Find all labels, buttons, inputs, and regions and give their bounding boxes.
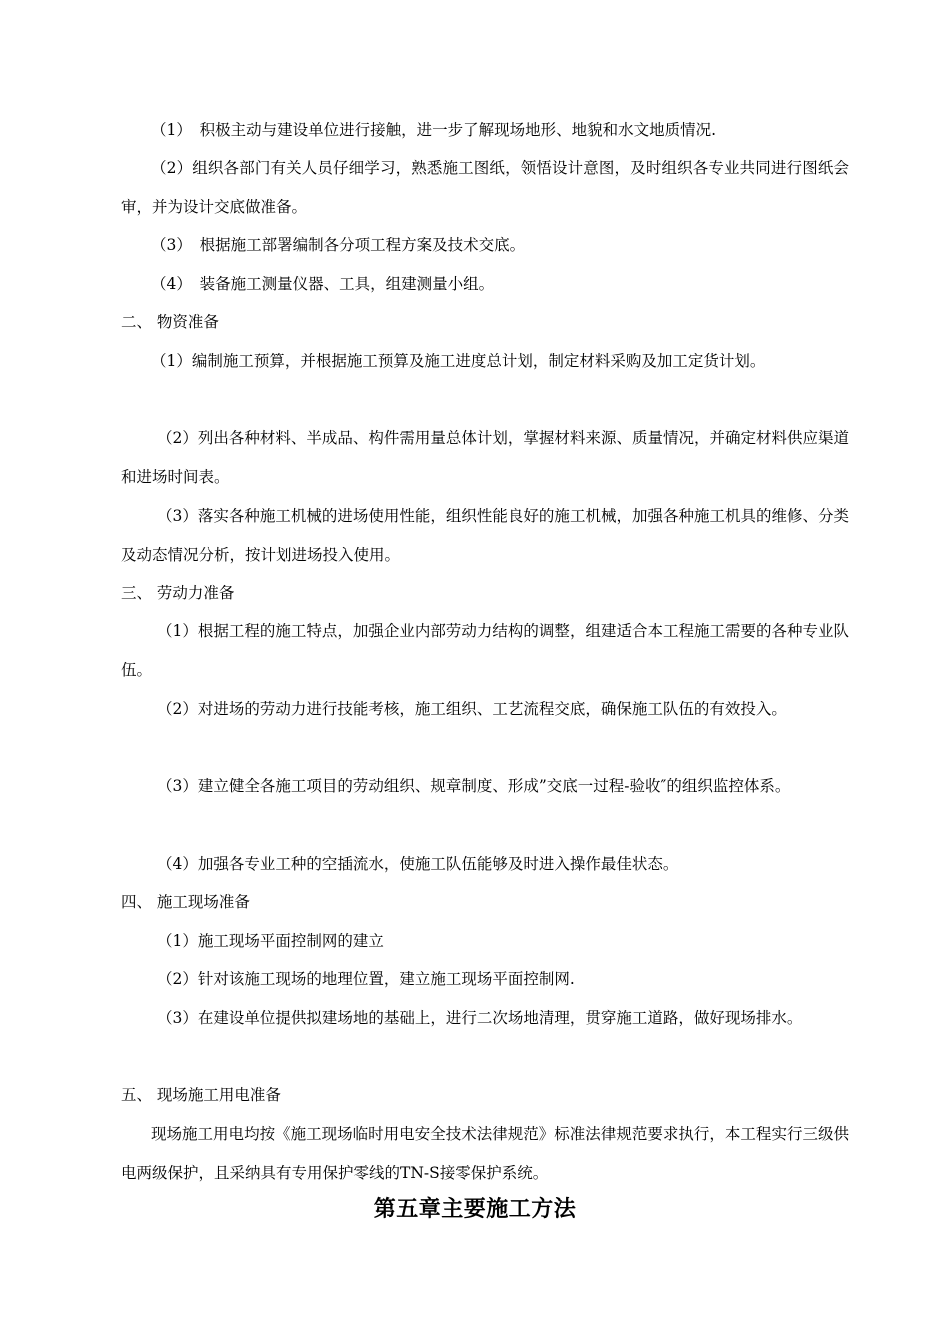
paragraph-10: （3）建立健全各施工项目的劳动组织、规章制度、形成”交底一过程-验收″的组织监控体系。 xyxy=(157,777,791,795)
paragraph-2: （2）组织各部门有关人员仔细学习，熟悉施工图纸，领悟设计意图，及时组织各专业共同进行图纸会审，并为设计交底做准备。 xyxy=(121,159,849,216)
paragraph-12: （1）施工现场平面控制网的建立 xyxy=(157,932,384,950)
paragraph-7: （3）落实各种施工机械的进场使用性能，组织性能良好的施工机械，加强各种施工机具的维修、分类及动态情况分析，按计划进场投入使用。 xyxy=(121,507,849,564)
paragraph-4: （4） 装备施工测量仪器、工具，组建测量小组。 xyxy=(151,275,495,293)
paragraph-6: （2）列出各种材料、半成品、构件需用量总体计划，掌握材料来源、质量情况，并确定材料供应渠道和进场时间表。 xyxy=(121,429,849,486)
paragraph-14: （3）在建设单位提供拟建场地的基础上，进行二次场地清理，贯穿施工道路，做好现场排水。 xyxy=(157,1009,803,1027)
section-heading-5: 五、 现场施工用电准备 xyxy=(121,1086,281,1104)
section-heading-2: 二、 物资准备 xyxy=(121,313,219,331)
section-heading-3: 三、 劳动力准备 xyxy=(121,584,235,602)
section-heading-4: 四、 施工现场准备 xyxy=(121,893,250,911)
paragraph-15: 现场施工用电均按《施工现场临时用电安全技术法律规范》标准法律规范要求执行，本工程实行三级供电两级保护，且采纳具有专用保护零线的TN-S接零保护系统。 xyxy=(121,1125,849,1182)
paragraph-13: （2）针对该施工现场的地理位置，建立施工现场平面控制网. xyxy=(157,970,575,988)
paragraph-1: （1） 积极主动与建设单位进行接触，进一步了解现场地形、地貌和水文地质情况. xyxy=(151,121,717,139)
paragraph-9: （2）对进场的劳动力进行技能考核，施工组织、工艺流程交底，确保施工队伍的有效投入。 xyxy=(157,700,787,718)
chapter-title: 第五章主要施工方法 xyxy=(373,1196,577,1222)
paragraph-3: （3） 根据施工部署编制各分项工程方案及技术交底。 xyxy=(151,236,526,254)
paragraph-8: （1）根据工程的施工特点，加强企业内部劳动力结构的调整，组建适合本工程施工需要的各种专业队伍。 xyxy=(121,622,849,679)
paragraph-11: （4）加强各专业工种的空插流水，使施工队伍能够及时进入操作最佳状态。 xyxy=(157,855,679,873)
paragraph-5: （1）编制施工预算，并根据施工预算及施工进度总计划，制定材料采购及加工定货计划。 xyxy=(151,352,766,370)
